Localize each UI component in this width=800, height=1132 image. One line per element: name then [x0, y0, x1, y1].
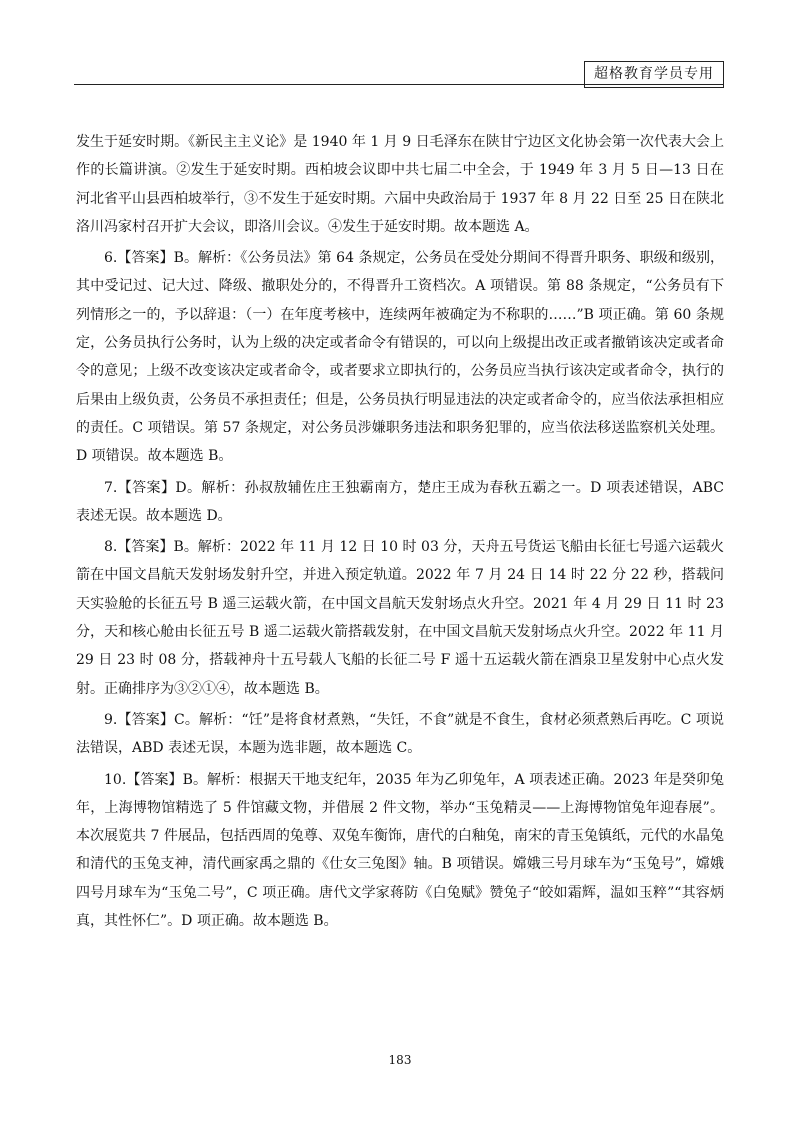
answer-7: 7.【答案】D。解析：孙叔敖辅佐庄王独霸南方，楚庄王成为春秋五霸之一。D 项表述错误，ABC 表述无误。故本题选 D。	[76, 479, 724, 524]
answer-6: 6.【答案】B。解析：《公务员法》第 64 条规定，公务员在受处分期间不得晋升职务、职级和级别，其中受记过、记大过、降级、撤职处分的，不得晋升工资档次。A 项错误。第 88 条规定，“公务员有下列情形之一的，予以辞退：（一）在年度考核中，连续两年被确定为不称职的……”B 项正确。第 60 条规定，公务员执行公务时，认为上级的决定或者命令有错误的，可以向上级提出改正或者撤销该决定或者命令的意见；上级不改变该决定或者命令，或者要求立即执行的，公务员应当执行该决定或者命令，执行的后果由上级负责，公务员不承担责任；但是，公务员执行明显违法的决定或者命令的，应当依法承担相应的责任。C 项错误。第 57 条规定，对公务员涉嫌职务违法和职务犯罪的，应当依法移送监察机关处理。D 项错误。故本题选 B。	[76, 250, 724, 465]
page-number: 183	[388, 1053, 412, 1067]
header-label: 超格教育学员专用	[584, 61, 724, 88]
answer-10: 10.【答案】B。解析：根据天干地支纪年，2035 年为乙卯兔年，A 项表述正确。2023 年是癸卯兔年，上海博物馆精选了 5 件馆藏文物，并借展 2 件文物，举办“玉兔精灵——上海博物馆兔年迎春展”。本次展览共 7 件展品，包括西周的兔尊、双兔车衡饰，唐代的白釉兔，南宋的青玉兔镇纸，元代的水晶兔和清代的玉兔支神，清代画家禹之鼎的《仕女三兔图》轴。B 项错误。嫦娥三号月球车为“玉兔号”，嫦娥四号月球车为“玉兔二号”，C 项正确。唐代文学家蒋防《白兔赋》赞兔子“皎如霜辉，温如玉粹”“其容炳真，其性怀仁”。D 项正确。故本题选 B。	[76, 771, 724, 930]
paragraph-continuation: 发生于延安时期。《新民主主义论》是 1940 年 1 月 9 日毛泽东在陕甘宁边区文化协会第一次代表大会上作的长篇讲演。②发生于延安时期。西柏坡会议即中共七届二中全会，于 1949 年 3 月 5 日—13 日在河北省平山县西柏坡举行，③不发生于延安时期。六届中央政治局于 1937 年 8 月 22 日至 25 日在陕北洛川冯家村召开扩大会议，即洛川会议。④发生于延安时期。故本题选 A。	[76, 134, 724, 235]
answer-9: 9.【答案】C。解析：“饪”是将食材煮熟，“失饪，不食”就是不食生，食材必须煮熟后再吃。C 项说法错误，ABD 表述无误，本题为选非题，故本题选 C。	[76, 711, 724, 757]
header-divider	[74, 84, 724, 85]
answer-explanations	[76, 128, 724, 938]
answer-8: 8.【答案】B。解析：2022 年 11 月 12 日 10 时 03 分，天舟五号货运飞船由长征七号遥六运载火箭在中国文昌航天发射场发射升空，并进入预定轨道。2022 年 7 月 24 日 14 时 22 分 22 秒，搭载问天实验舱的长征五号 B 遥三运载火箭，在中国文昌航天发射场点火升空。2021 年 4 月 29 日 11 时 23 分，天和核心舱由长征五号 B 遥二运载火箭搭载发射，在中国文昌航天发射场点火升空。2022 年 11 月 29 日 23 时 08 分，搭载神舟十五号载人飞船的长征二号 F 遥十五运载火箭在酒泉卫星发射中心点火发射。正确排序为③②①④，故本题选 B。	[76, 539, 724, 697]
